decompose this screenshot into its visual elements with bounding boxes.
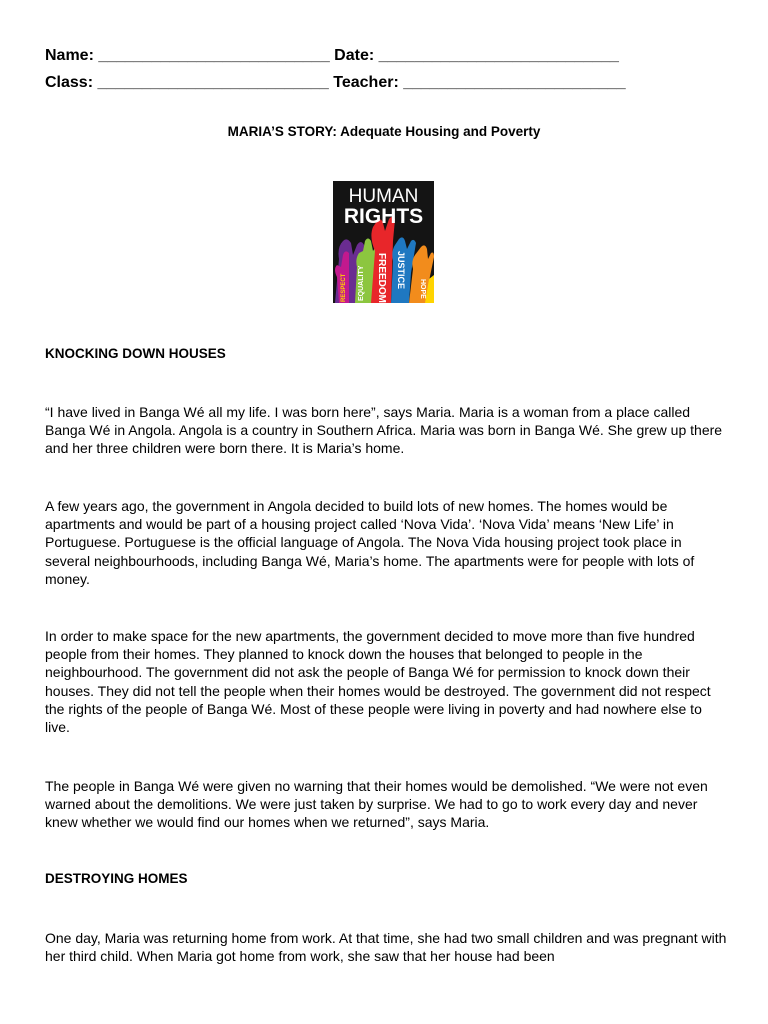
name-date-line[interactable]: Name: __________________________ Date: ___________________________ [45, 47, 619, 64]
poster-word-freedom: FREEDOM [376, 253, 387, 303]
paragraph-3: In order to make space for the new apartments, the government decided to move more than five hundred people from their homes. They planned to knock down the houses that belonged to people in the neighbourhood. The government did not ask the people of Banga Wé for permission to knock down their houses. They did not tell the people when their homes would be destroyed. The government did not respect the rights of the people of Banga Wé. Most of these people were living in poverty and had nowhere else to live. [45, 628, 711, 736]
paragraph-2: A few years ago, the government in Angola decided to build lots of new homes. The homes would be apartments and would be part of a housing project called ‘Nova Vida’. ‘Nova Vida’ means ‘New Life’ in Portuguese. Portuguese is the official language of Angola. The Nova Vida housing project took place in several neighbourhoods, including Banga Wé, Maria’s home. The apartments were for people with lots of money. [45, 498, 695, 587]
page-title: MARIA’S STORY: Adequate Housing and Poverty [227, 124, 541, 139]
section-heading-knocking-down-houses: KNOCKING DOWN HOUSES [45, 346, 226, 361]
class-teacher-line[interactable]: Class: __________________________ Teacher: _________________________ [45, 74, 626, 91]
poster-word-justice: JUSTICE [396, 251, 406, 290]
poster-word-hope: HOPE [419, 279, 426, 299]
poster-word-equality: EQUALITY [358, 265, 365, 301]
poster-word-respect: RESPECT [341, 273, 347, 302]
poster-word-human: HUMAN [348, 186, 419, 207]
poster-word-rights: RIGHTS [343, 205, 424, 228]
paragraph-4: The people in Banga Wé were given no warning that their homes would be demolished. “We were not even warned about the demolitions. We were just taken by surprise. We had to go to work every day and never knew whether we would find our homes when we returned”, says Maria. [45, 778, 708, 831]
paragraph-1: “I have lived in Banga Wé all my life. I was born here”, says Maria. Maria is a woman from a place called Banga Wé in Angola. Angola is a country in Southern Africa. Maria was born in Banga Wé. She grew up there and her three children were born there. It is Maria’s home. [45, 404, 723, 457]
section-heading-destroying-homes: DESTROYING HOMES [45, 871, 188, 886]
paragraph-5: One day, Maria was returning home from work. At that time, she had two small children and was pregnant with her third child. When Maria got home from work, she saw that her house had been [45, 930, 727, 965]
human-rights-poster-image [333, 181, 434, 303]
